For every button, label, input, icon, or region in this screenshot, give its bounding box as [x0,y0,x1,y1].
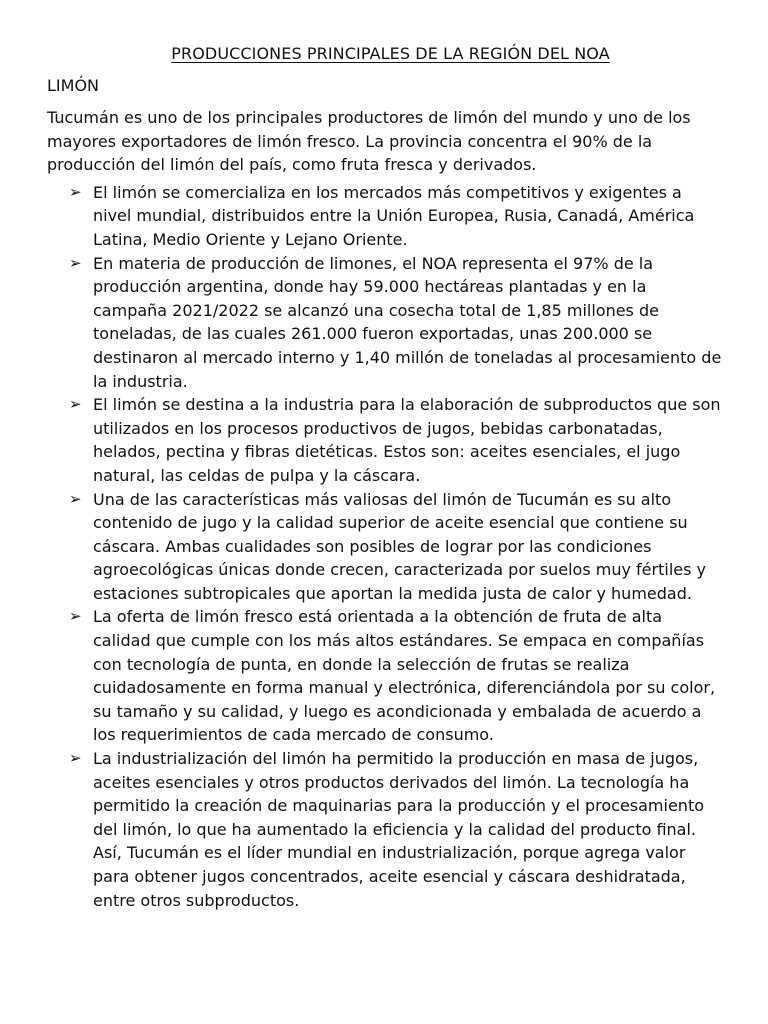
list-item-text: La oferta de limón fresco está orientada a la obtención de fruta de alta calidad que cumple con los más altos estándares. Se empaca en compañías con tecnología de punta, en donde la selección de frutas se realiza cuidadosamente en forma manual y electrónica, diferenciándola por su color, su tamaño y su calidad, y luego es acondicionada y embalada de acuerdo a los requerimientos de cada mercado de consumo. [93,607,716,745]
arrow-bullet-icon: ➢ [69,395,82,414]
section-heading: LIMÓN [47,76,99,95]
list-item-text: La industrialización del limón ha permitido la producción en masa de jugos, aceites esenciales y otros productos derivados del limón. La tecnología ha permitido la creación de maquinarias para la producción y el procesamiento del limón, lo que ha aumentado la eficiencia y la calidad del producto final. Así, Tucumán es el líder mundial en industrialización, porque agrega valor para obtener jugos concentrados, aceite esencial y cáscara deshidratada, entre otros subproductos. [93,749,705,910]
arrow-bullet-icon: ➢ [69,489,82,508]
arrow-bullet-icon: ➢ [69,607,82,626]
arrow-bullet-icon: ➢ [69,253,82,272]
arrow-bullet-icon: ➢ [69,749,82,768]
list-item [69,488,724,606]
intro-paragraph: Tucumán es uno de los principales productores de limón del mundo y uno de los mayores exportadores de limón fresco. La provincia concentra el 90% de la producción del limón del país, como fruta fresca y derivados. [47,108,691,175]
list-item-text: El limón se destina a la industria para la elaboración de subproductos que son utilizados en los procesos productivos de jugos, bebidas carbonatadas, helados, pectina y fibras dietéticas. Estos son: aceites esenciales, el jugo natural, las celdas de pulpa y la cáscara. [93,395,721,485]
list-item-text: Una de las características más valiosas del limón de Tucumán es su alto contenido de jugo y la calidad superior de aceite esencial que contiene su cáscara. Ambas cualidades son posibles de lograr por las condiciones agroecológicas únicas donde crecen, caracterizada por suelos muy fértiles y estaciones subtropicales que aportan la medida justa de calor y humedad. [93,489,706,603]
list-item-text: En materia de producción de limones, el NOA representa el 97% de la producción argentina, donde hay 59.000 hectáreas plantadas y en la campaña 2021/2022 se alcanzó una cosecha total de 1,85 millones de toneladas, de las cuales 261.000 fueron exportadas, unas 200.000 se destinaron al mercado interno y 1,40 millón de toneladas al procesamiento de la industria. [93,253,722,391]
list-item-text: El limón se comercializa en los mercados más competitivos y exigentes a nivel mundial, distribuidos entre la Unión Europea, Rusia, Canadá, América Latina, Medio Oriente y Lejano Oriente. [93,182,695,249]
list-item [69,605,724,747]
list-item [69,181,724,252]
bullet-list [47,181,724,912]
list-item [69,393,724,487]
list-item [69,747,724,912]
list-item [69,252,724,394]
document-title: PRODUCCIONES PRINCIPALES DE LA REGIÓN DEL NOA [171,44,610,63]
arrow-bullet-icon: ➢ [69,182,82,201]
